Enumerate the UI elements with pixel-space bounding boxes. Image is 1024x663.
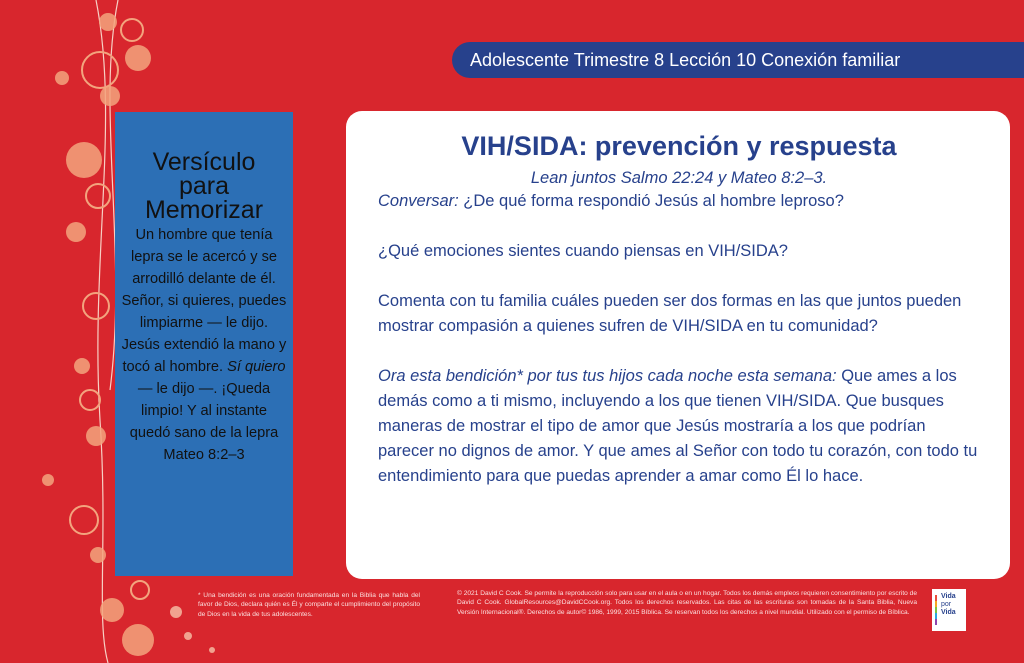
logo-color-stripe: [935, 595, 937, 625]
reading-instruction: Lean juntos Salmo 22:24 y Mateo 8:2–3.: [530, 169, 828, 187]
vida-por-vida-logo: Vida por Vida: [932, 589, 966, 631]
series-header: Adolescente Trimestre 8 Lección 10 Conexión familiar: [452, 42, 1024, 78]
blessing-footnote: * Una bendición es una oración fundamentada en la Biblia que habla del favor de Dios, declara quién es Él y comparte el cumplimiento del propósito de Dios en la vida de tus adolescentes.: [198, 592, 420, 618]
conversation-prompt: Conversar: ¿De qué forma respondió Jesús al hombre leproso?: [378, 192, 844, 210]
memory-verse-title: Versículo para Memorizar: [144, 148, 264, 224]
lesson-card: [346, 111, 1010, 579]
memory-verse-text: Un hombre que tenía lepra se le acercó y se arrodilló delante de él. Señor, si quieres, puedes limpiarme — le dijo. Jesús extendió la mano y tocó al hombre. Sí quiero — le dijo —. ¡Queda limpio! Y al instante quedó sano de la lepra Mateo 8:2–3: [115, 224, 293, 466]
copyright-notice: © 2021 David C Cook. Se permite la reproducción solo para usar en el aula o en un hogar. Todos los demás empleos requieren consentimiento por escrito de David C Cook. GlobalResources@DavidCCook.org. Todos los derechos reservados. Las citas de las escrituras son tomadas de la Santa Biblia, Nueva Versión Internacional®. Derechos de autor© 1986, 1999, 2015 Bíblica. Se reservan todos los derechos a nivel mundial. Utilizado con el permiso de Bíblica.: [457, 590, 917, 616]
emotions-question: ¿Qué emociones sientes cuando piensas en VIH/SIDA?: [378, 242, 788, 260]
lesson-title: VIH/SIDA: prevención y respuesta: [461, 131, 897, 161]
memory-verse-box: [115, 112, 293, 576]
memory-verse-reference: Mateo 8:2–3: [163, 447, 245, 463]
discussion-prompt: Comenta con tu familia cuáles pueden ser dos formas en las que juntos pueden mostrar compasión a quienes sufren de VIH/SIDA en tu comunidad?: [378, 292, 962, 335]
blessing-prayer: Ora esta bendición* por tus tus hijos cada noche esta semana: Que ames a los demás como a ti mismo, incluyendo a los que tienen VIH/SIDA. Que busques maneras de mostrar el tipo de amor que Jesús mostraría a los que podrían parecer no dignos de amor. Y que ames al Señor con todo tu corazón, con todo tu entendimiento para que puedas aprender a amar como Él lo hace.: [378, 367, 978, 485]
